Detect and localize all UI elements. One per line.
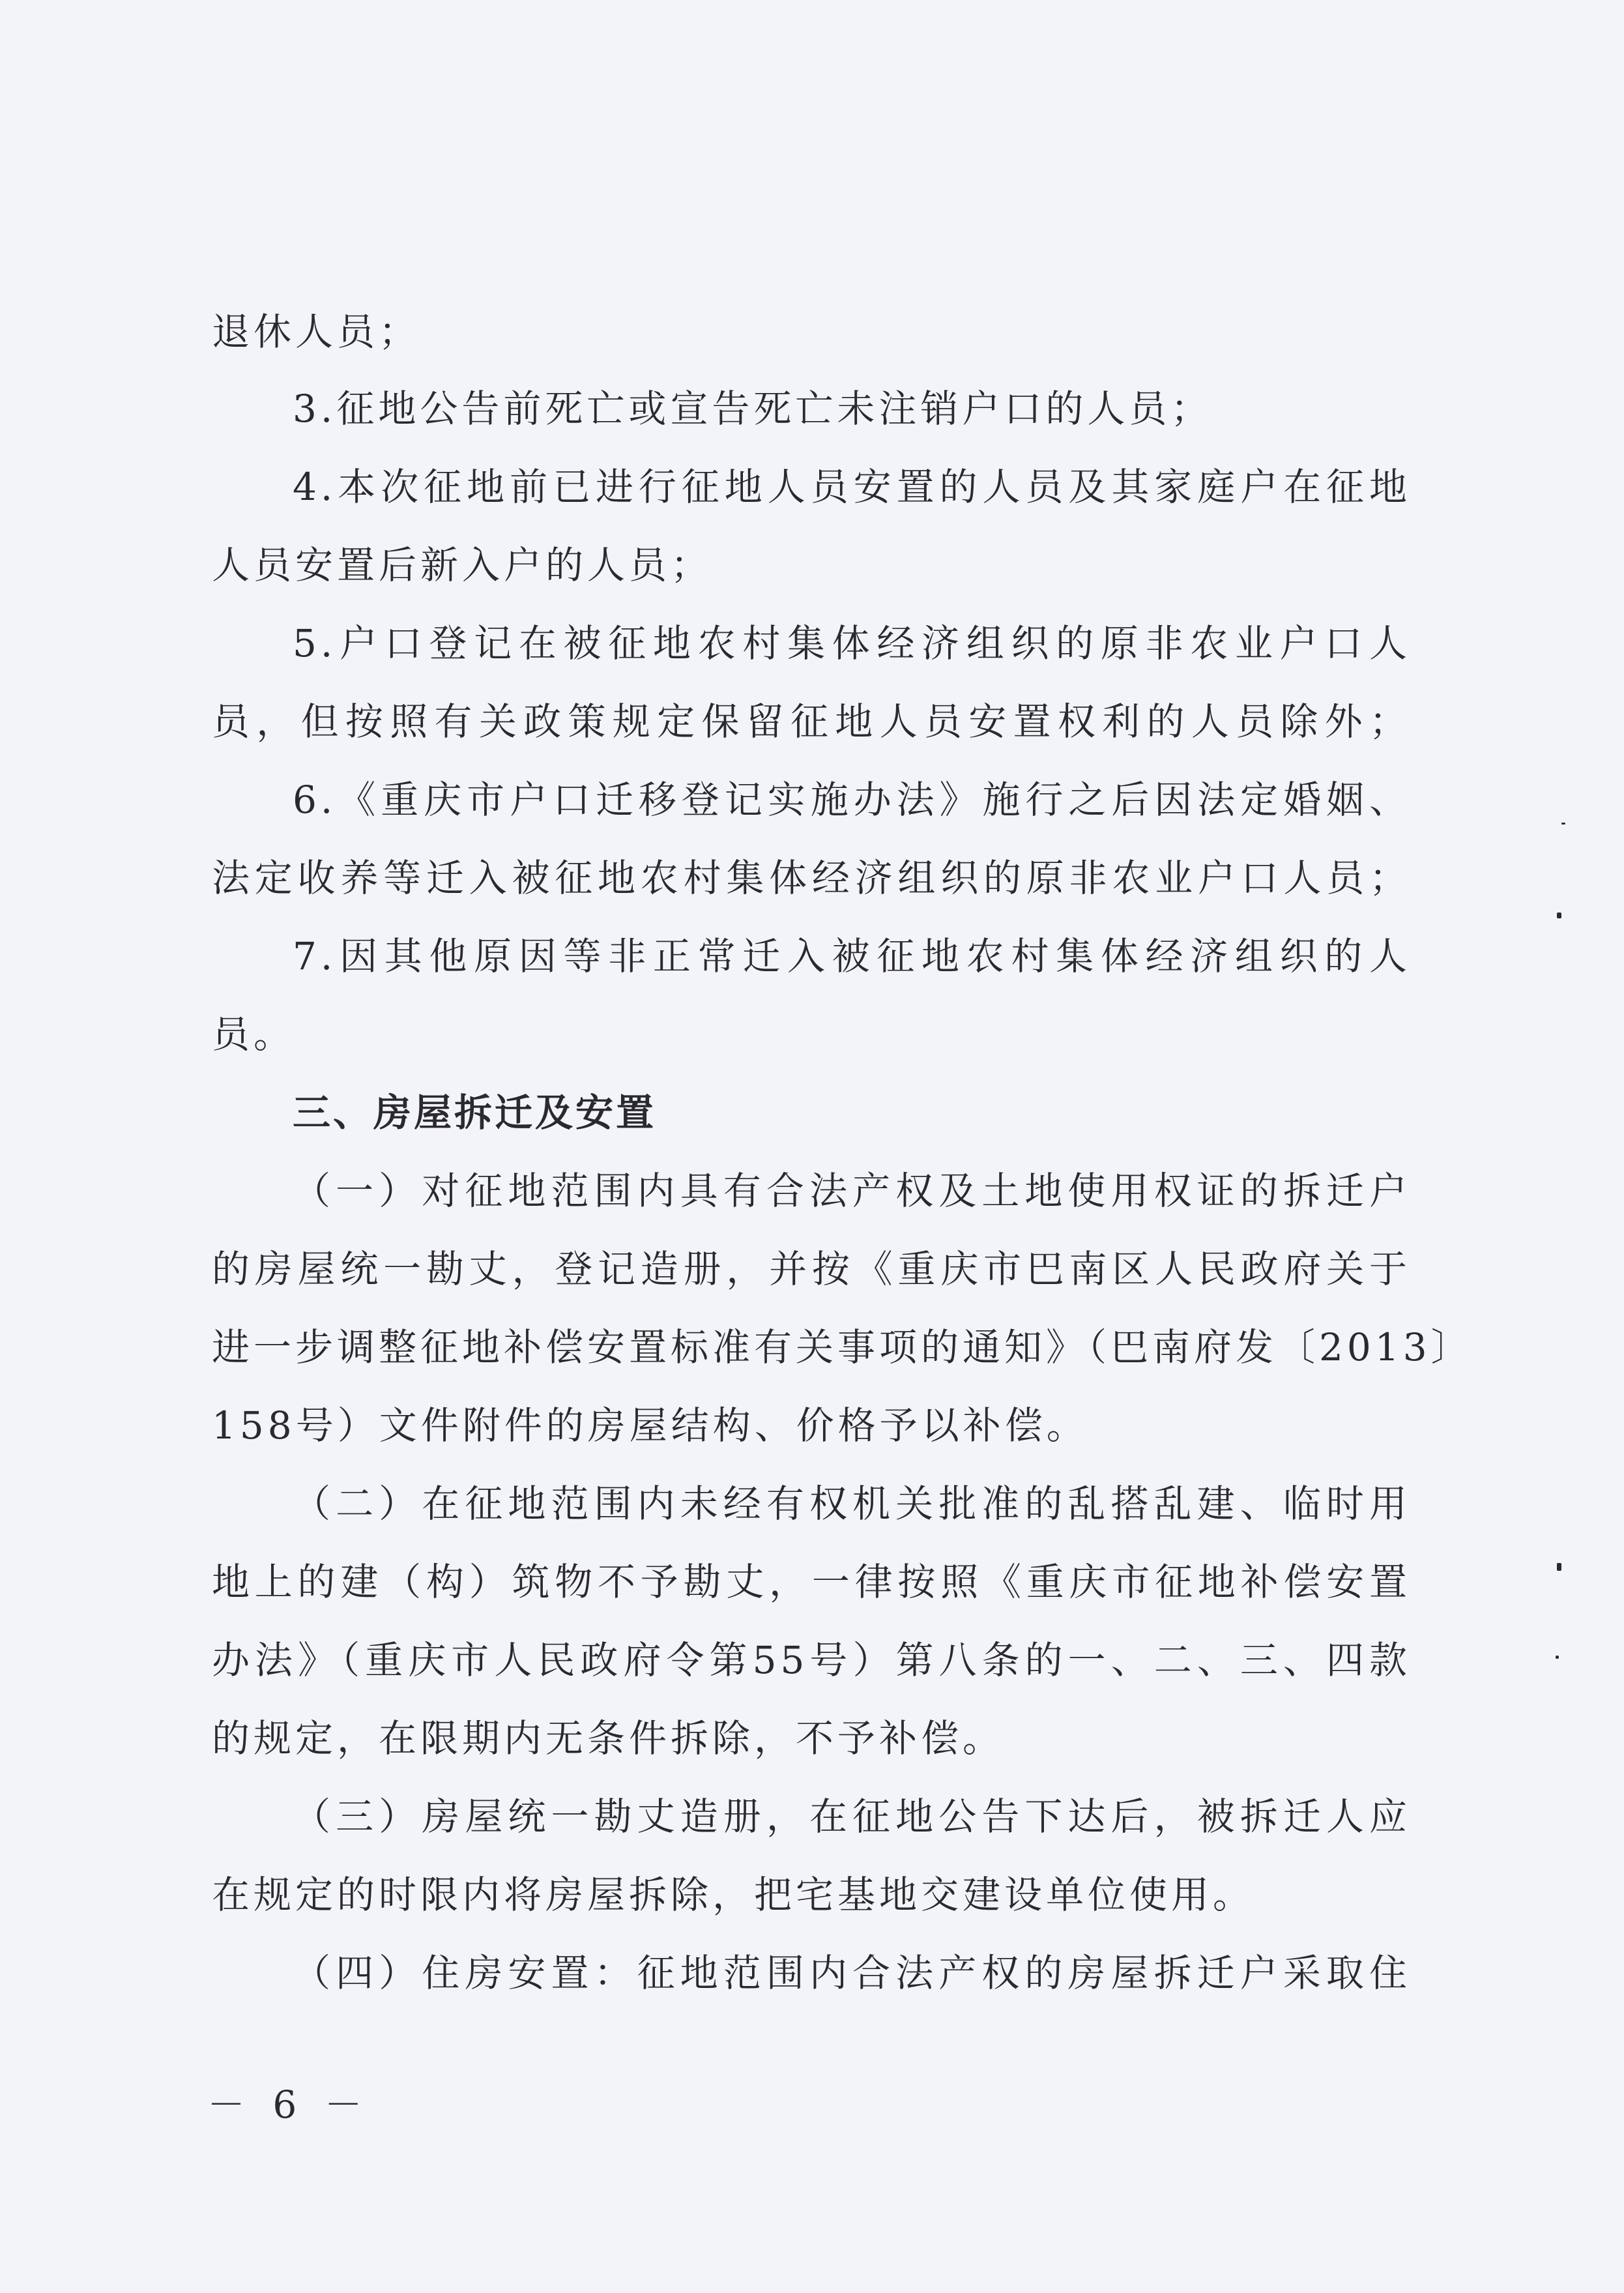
- text-line: 地上的建（构）筑物不予勘丈，一律按照《重庆市征地补偿安置: [212, 1560, 1411, 1604]
- scan-mark: [1556, 1656, 1559, 1659]
- section-heading: 三、房屋拆迁及安置: [293, 1090, 657, 1135]
- text-line: 3.征地公告前死亡或宣告死亡未注销户口的人员；: [293, 387, 1213, 431]
- text-line: （一）对征地范围内具有合法产权及土地使用权证的拆迁户: [293, 1169, 1411, 1213]
- scan-mark: [1557, 1563, 1561, 1571]
- text-line: 进一步调整征地补偿安置标准有关事项的通知》（巴南府发〔2013〕: [212, 1325, 1473, 1369]
- text-line: 158号）文件附件的房屋结构、价格予以补偿。: [212, 1403, 1088, 1448]
- text-line: 法定收养等迁入被征地农村集体经济组织的原非农业户口人员；: [212, 856, 1411, 900]
- text-line: 6.《重庆市户口迁移登记实施办法》施行之后因法定婚姻、: [293, 778, 1411, 822]
- text-line: 退休人员；: [212, 310, 421, 354]
- text-line: 的规定，在限期内无条件拆除，不予补偿。: [212, 1716, 1005, 1760]
- text-line: 7.因其他原因等非正常迁入被征地农村集体经济组织的人: [293, 934, 1411, 978]
- scan-mark: [1561, 823, 1565, 825]
- text-line: 的房屋统一勘丈，登记造册，并按《重庆市巴南区人民政府关于: [212, 1247, 1411, 1291]
- text-line: 员，但按照有关政策规定保留征地人员安置权利的人员除外；: [212, 699, 1411, 744]
- text-line: 办法》（重庆市人民政府令第55号）第八条的一、二、三、四款: [212, 1638, 1411, 1682]
- text-line: 人员安置后新入户的人员；: [212, 543, 713, 587]
- text-line: 4.本次征地前已进行征地人员安置的人员及其家庭户在征地: [293, 465, 1411, 509]
- text-line: （四）住房安置：征地范围内合法产权的房屋拆迁户采取住: [293, 1951, 1411, 1995]
- text-line: 在规定的时限内将房屋拆除，把宅基地交建设单位使用。: [212, 1873, 1255, 1917]
- text-line: （三）房屋统一勘丈造册，在征地公告下达后，被拆迁人应: [293, 1794, 1411, 1839]
- text-line: 5.户口登记在被征地农村集体经济组织的原非农业户口人: [293, 621, 1411, 665]
- text-line: 员。: [212, 1012, 296, 1057]
- scan-mark: [1557, 913, 1561, 918]
- page-number: － 6 －: [207, 2082, 370, 2127]
- text-line: （二）在征地范围内未经有权机关批准的乱搭乱建、临时用: [293, 1482, 1411, 1526]
